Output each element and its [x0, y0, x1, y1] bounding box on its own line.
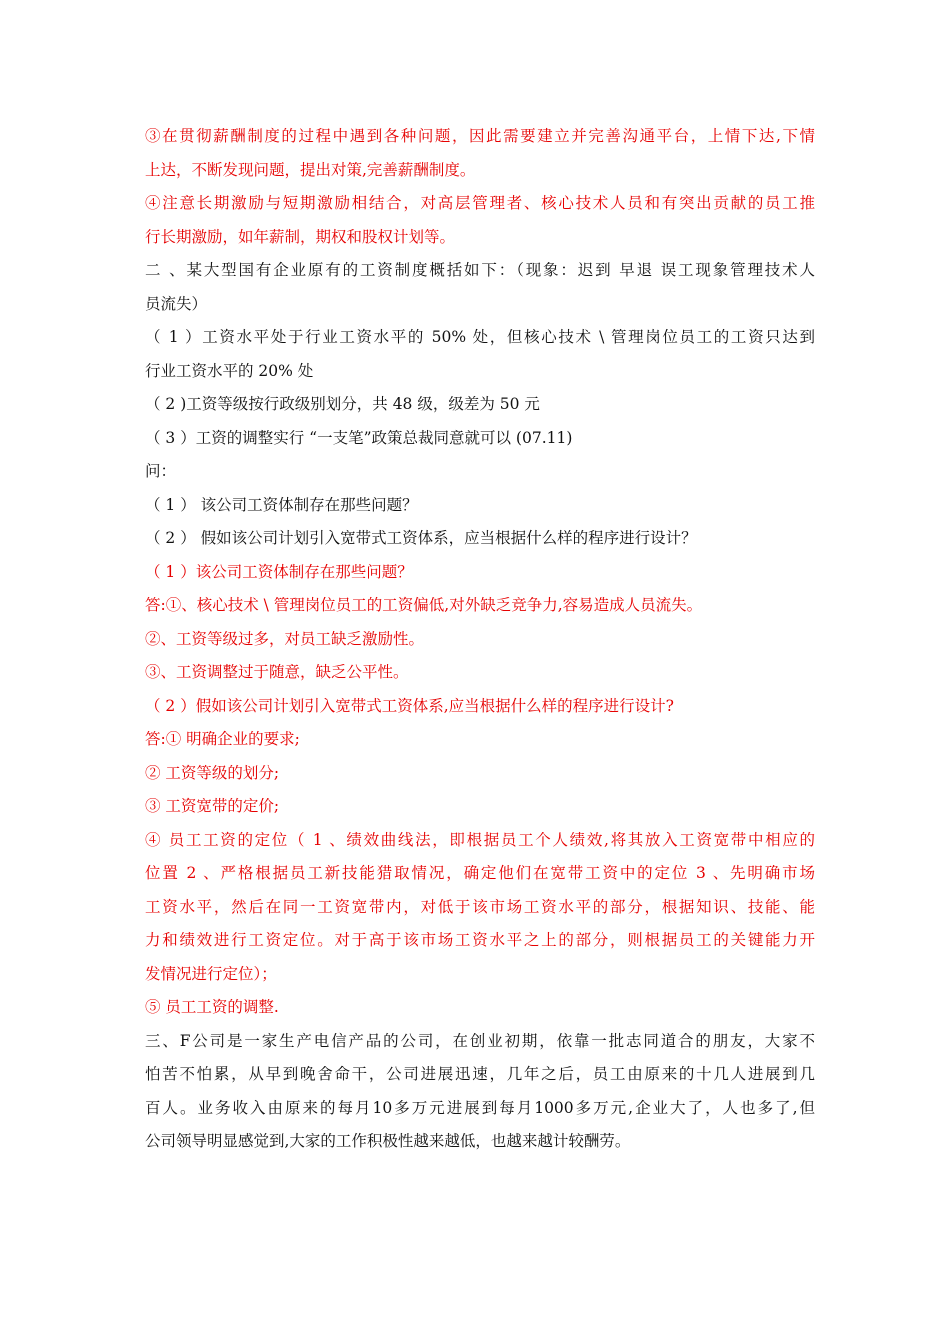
case-item-1: （ 1 ）工资水平处于行业工资水平的 50% 处，但核心技术 \ 管理岗位员工的工资只达到 — [145, 328, 815, 346]
document-body — [145, 120, 815, 1159]
answer-line: 力和绩效进行工资定位。对于高于该市场工资水平之上的部分，则根据员工的关键能力开 — [145, 931, 815, 949]
answer-line: ③ 工资宽带的定价; — [145, 797, 280, 815]
answer-line: 发情况进行定位）； — [145, 964, 277, 983]
case-item-3: （ 3 ）工资的调整实行 “一支笔”政策总裁同意就可以 (07.11) — [145, 428, 573, 447]
answer-line: ②、工资等级过多，对员工缺乏激励性。 — [145, 629, 425, 648]
case-item-1-cont: 行业工资水平的 20% 处 — [145, 361, 314, 380]
answer-line: 位置 2 、严格根据员工新技能猎取情况，确定他们在宽带工资中的定位 3 、先明确市场 — [145, 864, 815, 882]
case-heading-two: 二 、某大型国有企业原有的工资制度概括如下：（现象：迟到 早退 误工现象管理技术人 — [145, 261, 815, 279]
case-three-paragraph-line: 百人。业务收入由原来的每月10多万元进展到每月1000多万元,企业大了，人也多了,但 — [145, 1098, 815, 1117]
case-heading-two-cont: 员流失） — [145, 294, 208, 313]
question-1: （ 1 ） 该公司工资体制存在那些问题？ — [145, 495, 418, 514]
answer-line: ④ 员工工资的定位（ 1 、绩效曲线法，即根据员工个人绩效,将其放入工资宽带中相应的 — [145, 830, 815, 849]
answer-question-1: （ 1 ）该公司工资体制存在那些问题？ — [145, 562, 413, 581]
answer-line: ④注意长期激励与短期激励相结合，对高层管理者、核心技术人员和有突出贡献的员工推 — [145, 194, 815, 212]
case-item-2: （ 2 )工资等级按行政级别划分，共 48 级，级差为 50 元 — [145, 395, 540, 413]
answer-line: 工资水平，然后在同一工资宽带内，对低于该市场工资水平的部分，根据知识、技能、能 — [145, 897, 815, 916]
answer-line: ③、工资调整过于随意，缺乏公平性。 — [145, 663, 409, 681]
answer-line: ② 工资等级的划分; — [145, 763, 280, 782]
case-three-paragraph-line: 怕苦不怕累，从早到晚舍命干，公司进展迅速，几年之后，员工由原来的十几人进展到几 — [145, 1065, 815, 1083]
answer-line: 行长期激励，如年薪制，期权和股权计划等。 — [145, 227, 456, 246]
answer-line: 上达，不断发现问题，提出对策,完善薪酬制度。 — [145, 160, 476, 179]
question-label: 问： — [145, 462, 177, 480]
answer-line: ③在贯彻薪酬制度的过程中遇到各种问题，因此需要建立并完善沟通平台，上情下达,下情 — [145, 127, 815, 145]
answer-question-2: （ 2 ）假如该公司计划引入宽带式工资体系,应当根据什么样的程序进行设计? — [145, 696, 674, 715]
answer-line: 答:① 明确企业的要求; — [145, 730, 300, 748]
answer-line: ⑤ 员工工资的调整. — [145, 998, 279, 1016]
question-2: （ 2 ） 假如该公司计划引入宽带式工资体系，应当根据什么样的程序进行设计？ — [145, 529, 697, 547]
case-three-paragraph-line: 公司领导明显感觉到,大家的工作积极性越来越低，也越来越计较酬劳。 — [145, 1132, 631, 1150]
answer-line: 答:①、核心技术 \ 管理岗位员工的工资偏低,对外缺乏竞争力,容易造成人员流失。 — [145, 596, 703, 614]
case-three-paragraph-line: 三、F公司是一家生产电信产品的公司，在创业初期，依靠一批志同道合的朋友，大家不 — [145, 1031, 815, 1050]
